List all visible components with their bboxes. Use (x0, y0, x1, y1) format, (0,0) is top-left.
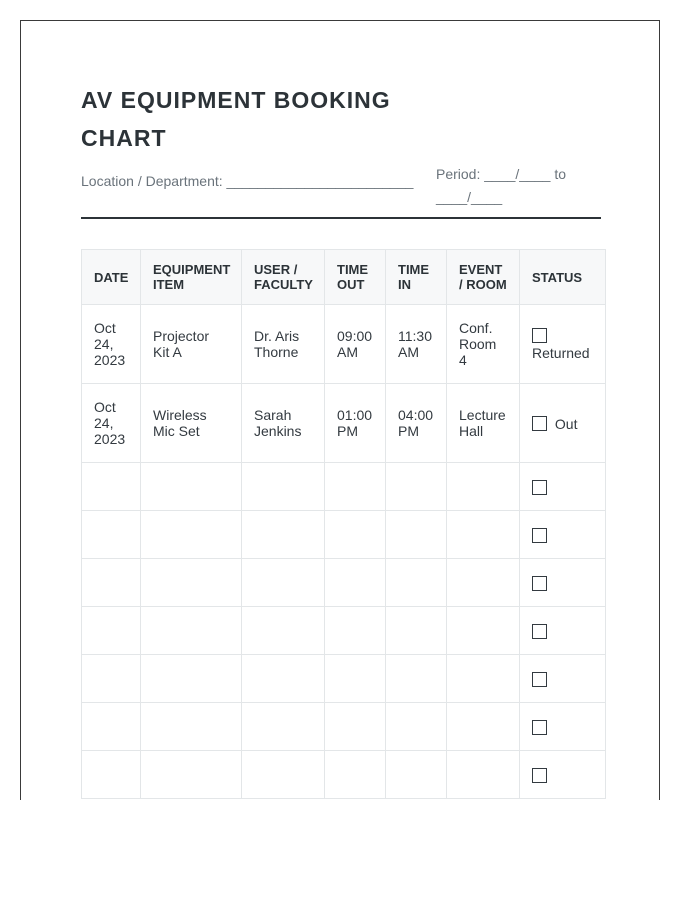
empty-cell[interactable] (82, 751, 141, 799)
booking-sheet (20, 20, 660, 800)
empty-cell[interactable] (325, 463, 386, 511)
cell-status (520, 463, 606, 511)
empty-cell[interactable] (325, 751, 386, 799)
empty-cell[interactable] (141, 559, 242, 607)
empty-cell[interactable] (325, 703, 386, 751)
empty-table-row (82, 607, 606, 655)
empty-cell[interactable] (386, 511, 447, 559)
empty-cell[interactable] (447, 703, 520, 751)
empty-table-row (82, 751, 606, 799)
empty-cell[interactable] (141, 607, 242, 655)
status-checkbox[interactable] (532, 576, 547, 591)
empty-cell[interactable] (242, 607, 325, 655)
column-header-event: EVENT / ROOM (447, 250, 520, 305)
empty-table-row (82, 559, 606, 607)
status-checkbox[interactable] (532, 328, 547, 343)
empty-cell[interactable] (447, 463, 520, 511)
status-checkbox[interactable] (532, 480, 547, 495)
empty-cell[interactable] (141, 511, 242, 559)
column-header-time-in: TIME IN (386, 250, 447, 305)
cell-user: Dr. Aris Thorne (242, 305, 325, 384)
column-header-date: DATE (82, 250, 141, 305)
document-title: AV EQUIPMENT BOOKING CHART (81, 87, 391, 151)
location-field: Location / Department: ________________________ (81, 173, 414, 189)
empty-cell[interactable] (386, 607, 447, 655)
cell-status (520, 703, 606, 751)
status-label: Returned (532, 345, 590, 362)
table-row (82, 384, 606, 463)
empty-cell[interactable] (82, 655, 141, 703)
empty-cell[interactable] (325, 607, 386, 655)
cell-status (520, 751, 606, 799)
empty-cell[interactable] (447, 607, 520, 655)
cell-date: Oct 24, 2023 (82, 305, 141, 384)
empty-cell[interactable] (242, 511, 325, 559)
cell-user: Sarah Jenkins (242, 384, 325, 463)
meta-row (81, 166, 601, 219)
empty-cell[interactable] (386, 559, 447, 607)
empty-table-row (82, 703, 606, 751)
empty-cell[interactable] (82, 511, 141, 559)
cell-status (520, 305, 606, 384)
status-label: Out (554, 415, 578, 432)
cell-event: Conf. Room 4 (447, 305, 520, 384)
column-header-status: STATUS (520, 250, 606, 305)
status-checkbox[interactable] (532, 624, 547, 639)
cell-equipment: Projector Kit A (141, 305, 242, 384)
empty-cell[interactable] (386, 655, 447, 703)
empty-cell[interactable] (141, 751, 242, 799)
empty-table-row (82, 511, 606, 559)
column-header-time-out: TIME OUT (325, 250, 386, 305)
empty-cell[interactable] (447, 511, 520, 559)
empty-table-row (82, 655, 606, 703)
status-checkbox[interactable] (532, 720, 547, 735)
empty-cell[interactable] (447, 559, 520, 607)
cell-status (520, 559, 606, 607)
empty-cell[interactable] (386, 703, 447, 751)
cell-status (520, 384, 606, 463)
cell-status (520, 607, 606, 655)
column-header-user: USER / FACULTY (242, 250, 325, 305)
cell-time-out: 01:00 PM (325, 384, 386, 463)
cell-date: Oct 24, 2023 (82, 384, 141, 463)
empty-cell[interactable] (447, 655, 520, 703)
empty-cell[interactable] (82, 463, 141, 511)
booking-table (81, 249, 606, 799)
empty-cell[interactable] (447, 751, 520, 799)
empty-cell[interactable] (82, 703, 141, 751)
empty-cell[interactable] (386, 463, 447, 511)
status-checkbox[interactable] (532, 528, 547, 543)
status-checkbox[interactable] (532, 672, 547, 687)
cell-status (520, 511, 606, 559)
cell-status (520, 655, 606, 703)
empty-cell[interactable] (82, 607, 141, 655)
empty-cell[interactable] (242, 703, 325, 751)
empty-cell[interactable] (82, 559, 141, 607)
empty-cell[interactable] (141, 463, 242, 511)
empty-table-row (82, 463, 606, 511)
empty-cell[interactable] (386, 751, 447, 799)
empty-cell[interactable] (325, 511, 386, 559)
empty-cell[interactable] (242, 559, 325, 607)
empty-cell[interactable] (242, 655, 325, 703)
empty-cell[interactable] (242, 751, 325, 799)
empty-cell[interactable] (141, 655, 242, 703)
cell-equipment: Wireless Mic Set (141, 384, 242, 463)
status-checkbox[interactable] (532, 768, 547, 783)
empty-cell[interactable] (141, 703, 242, 751)
table-row (82, 305, 606, 384)
table-header-row (82, 250, 606, 305)
empty-cell[interactable] (325, 559, 386, 607)
empty-cell[interactable] (242, 463, 325, 511)
cell-time-out: 09:00 AM (325, 305, 386, 384)
column-header-equipment: EQUIPMENT ITEM (141, 250, 242, 305)
status-checkbox[interactable] (532, 416, 547, 431)
empty-cell[interactable] (325, 655, 386, 703)
period-field: Period: ____/____ to ____/____ (436, 166, 566, 205)
cell-event: Lecture Hall (447, 384, 520, 463)
cell-time-in: 04:00 PM (386, 384, 447, 463)
cell-time-in: 11:30 AM (386, 305, 447, 384)
